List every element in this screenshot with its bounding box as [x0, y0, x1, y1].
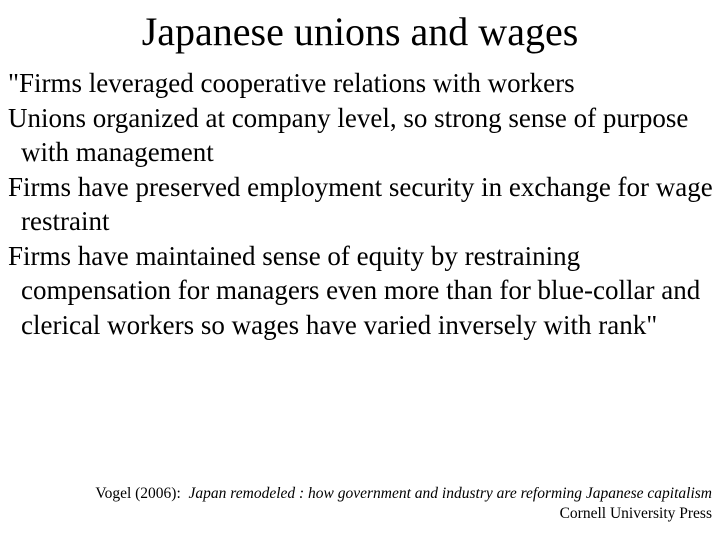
citation-work-title: Japan remodeled : how government and industry are reforming Japanese capitalism — [188, 485, 712, 502]
slide-title: Japanese unions and wages — [141, 9, 579, 54]
paragraph-employment-security: Firms have preserved employment security in exchange for wage restraint — [8, 171, 713, 236]
slide-body — [8, 66, 720, 342]
citation — [62, 484, 712, 524]
citation-author-year: Vogel (2006): — [95, 485, 181, 502]
paragraph-sense-of-equity: Firms have maintained sense of equity by restraining compensation for managers even more than for blue-collar and clerical workers so wages have varied inversely with rank" — [8, 240, 701, 340]
paragraph-company-unions: Unions organized at company level, so strong sense of purpose with management — [8, 102, 689, 167]
citation-publisher: Cornell University Press — [559, 505, 712, 522]
paragraph-cooperative-relations: "Firms leveraged cooperative relations with workers — [8, 68, 575, 98]
